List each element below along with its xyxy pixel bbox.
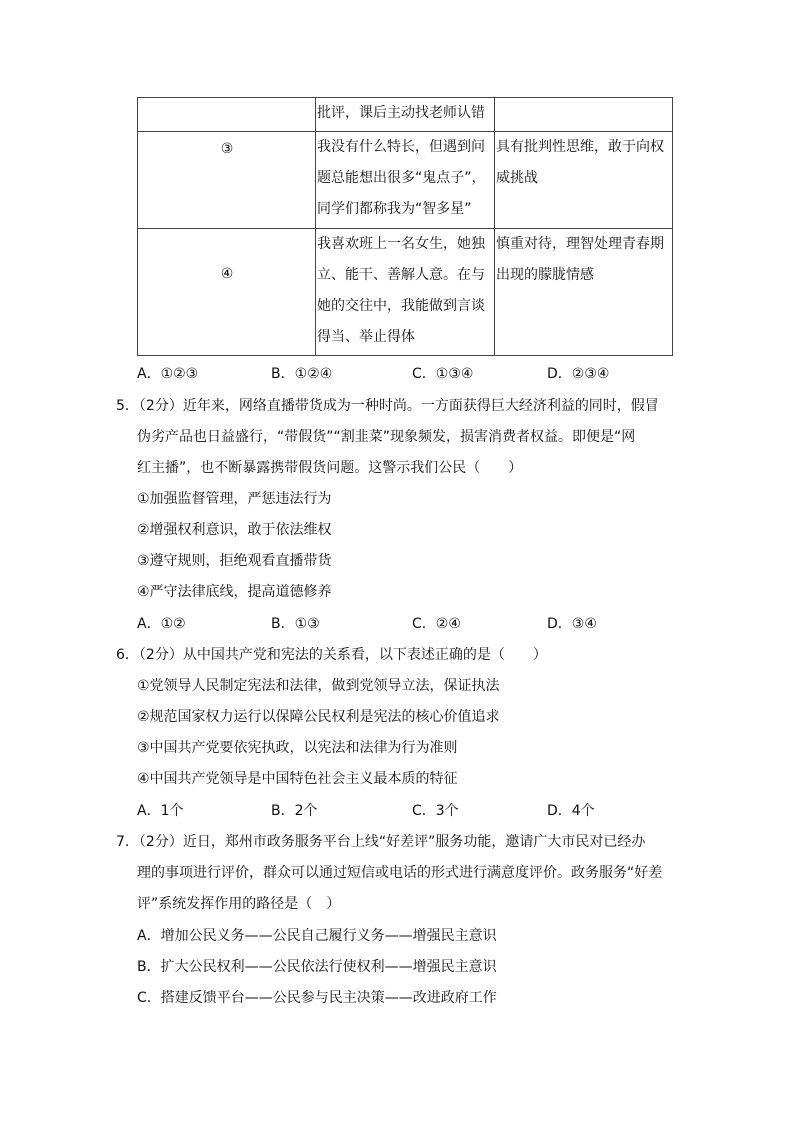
cell-line: 我喜欢班上一名女生，她独: [317, 236, 485, 252]
question-7-option-a[interactable]: A．增加公民义务——公民自己履行义务——增强民主意识: [137, 928, 497, 944]
question-6-stem: 6．（2分）从中国共产党和宪法的关系看，以下表述正确的是（ ）: [116, 647, 547, 663]
row-number: ③: [220, 141, 234, 157]
cell-line: 具有批判性思维，敢于向权: [496, 139, 664, 155]
option-a[interactable]: A．①②: [137, 616, 186, 632]
question-6-item: ①党领导人民制定宪法和法律，做到党领导立法，保证执法: [137, 678, 500, 694]
option-b[interactable]: B．①②④: [271, 366, 333, 382]
question-7-option-c[interactable]: C．搭建反馈平台——公民参与民主决策——改进政府工作: [137, 990, 497, 1006]
table-cell-number: [138, 98, 316, 132]
cell-line: 同学们都称我为“智多星”: [317, 201, 472, 217]
question-5-item: ③遵守规则，拒绝观看直播带货: [137, 553, 332, 569]
question-5-item: ②增强权利意识，敢于依法维权: [137, 522, 332, 538]
cell-line: 得当、举止得体: [317, 329, 415, 345]
question-5-item: ①加强监督管理，严惩违法行为: [137, 491, 332, 507]
question-5-stem: 5．（2分）近年来，网络直播带货成为一种时尚。一方面获得巨大经济利益的同时，假冒: [116, 398, 659, 414]
option-b[interactable]: B．2个: [271, 803, 318, 819]
row-number: ④: [220, 266, 234, 282]
option-b[interactable]: B．①③: [271, 616, 320, 632]
table-cell-evaluation: [495, 132, 673, 229]
cell-line: 我没有什么特长，但遇到问: [317, 139, 485, 155]
cell-line: 批评，课后主动找老师认错: [317, 105, 485, 121]
cell-line: 题总能想出很多“鬼点子”，: [317, 170, 486, 186]
option-a[interactable]: A．1个: [137, 803, 184, 819]
question-4-table: [137, 97, 673, 356]
option-c[interactable]: C．①③④: [412, 366, 474, 382]
question-7-stem: 理的事项进行评价，群众可以通过短信或电话的形式进行满意度评价。政务服务“好差: [137, 865, 663, 881]
question-5-item: ④严守法律底线，提高道德修养: [137, 584, 332, 600]
table-cell-evaluation: [495, 229, 673, 356]
cell-line: 立、能干、善解人意。在与: [317, 267, 485, 283]
question-5-stem: 伪劣产品也日益盛行，“带假货”“割韭菜”现象频发，损害消费者权益。即便是“网: [137, 429, 636, 445]
option-d[interactable]: D．③④: [547, 616, 597, 632]
question-7-stem: 7．（2分）近日，郑州市政务服务平台上线“好差评”服务功能，邀请广大市民对已经办: [116, 834, 646, 850]
option-c[interactable]: C．3个: [412, 803, 459, 819]
table-cell-behavior: [316, 229, 495, 356]
question-6-options: [137, 801, 677, 821]
table-cell-behavior: [316, 98, 495, 132]
question-7-option-b[interactable]: B．扩大公民权利——公民依法行使权利——增强民主意识: [137, 959, 497, 975]
table-cell-number: [138, 132, 316, 229]
cell-line: 她的交往中，我能做到言谈: [317, 298, 485, 314]
question-6-item: ②规范国家权力运行以保障公民权利是宪法的核心价值追求: [137, 709, 500, 725]
table-cell-number: [138, 229, 316, 356]
question-6-item: ④中国共产党领导是中国特色社会主义最本质的特征: [137, 771, 458, 787]
question-7-stem: 评”系统发挥作用的路径是（ ）: [137, 896, 341, 912]
question-5-stem: 红主播”，也不断暴露携带假货问题。这警示我们公民（ ）: [137, 460, 523, 476]
table-row: [138, 229, 673, 356]
option-d[interactable]: D．②③④: [547, 366, 610, 382]
question-4-options: [137, 364, 677, 384]
question-6-item: ③中国共产党要依宪执政，以宪法和法律为行为准则: [137, 740, 458, 756]
table-cell-behavior: [316, 132, 495, 229]
cell-line: 慎重对待，理智处理青春期: [496, 236, 664, 252]
table-row: [138, 132, 673, 229]
question-5-options: [137, 614, 677, 634]
table-row: [138, 98, 673, 132]
option-d[interactable]: D．4个: [547, 803, 595, 819]
option-a[interactable]: A．①②③: [137, 366, 199, 382]
option-c[interactable]: C．②④: [412, 616, 461, 632]
table-cell-evaluation: [495, 98, 673, 132]
cell-line: 出现的朦胧情感: [496, 267, 594, 283]
cell-line: 威挑战: [496, 170, 538, 186]
